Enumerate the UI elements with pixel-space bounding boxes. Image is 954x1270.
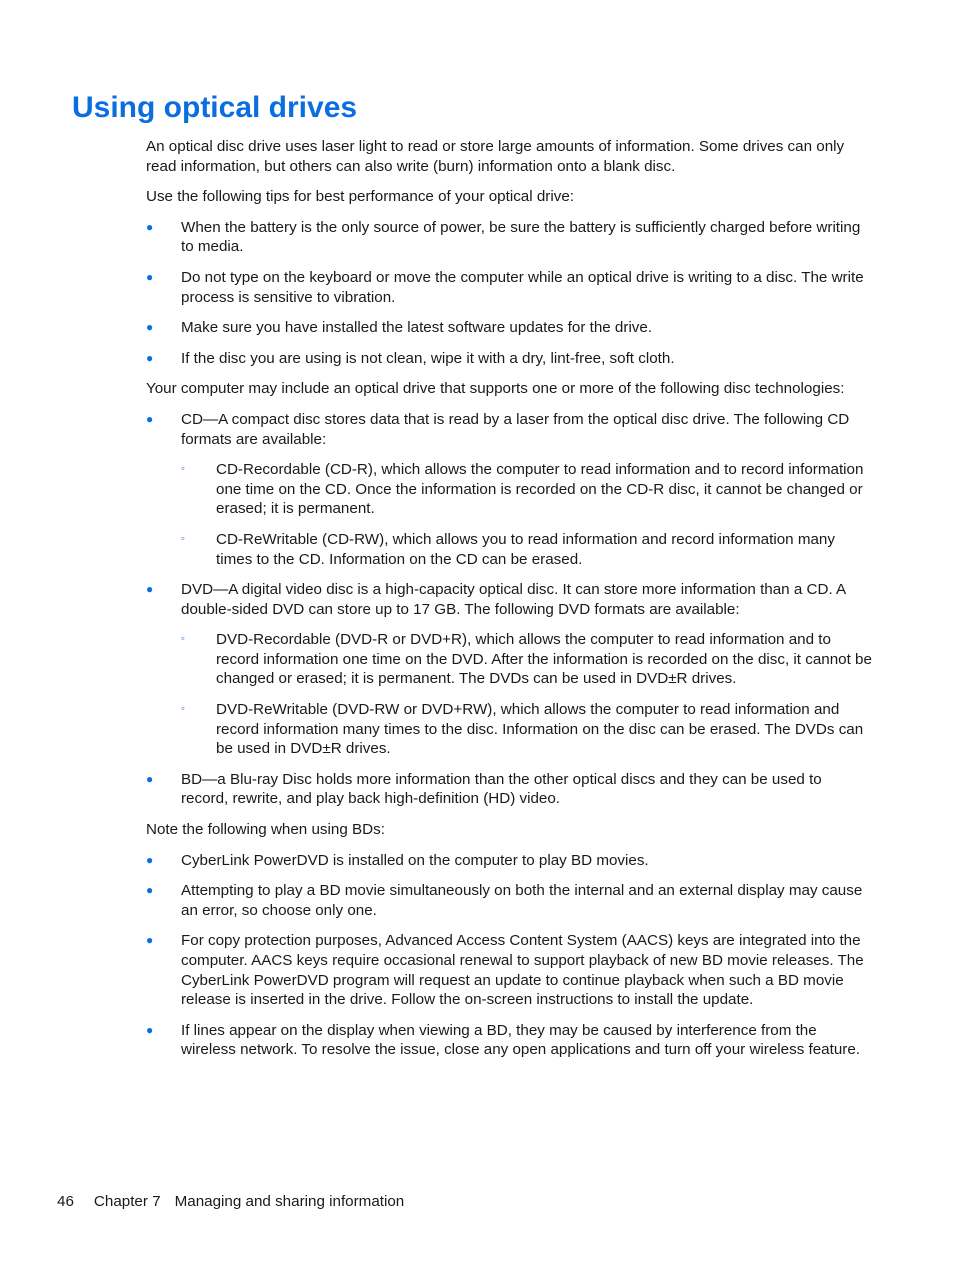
bullet-icon: ● xyxy=(146,320,154,335)
bullet-icon: ● xyxy=(146,350,154,365)
list-item-dvd xyxy=(146,580,872,759)
list-item xyxy=(146,851,872,871)
sub-list-item-text: CD-Recordable (CD-R), which allows the computer to read information and to record information one time on the CD. Once the information is recorded on the CD-R disc, it cannot be changed or erased; it is permanent. xyxy=(216,461,864,518)
page-footer xyxy=(57,1192,404,1212)
tips-list xyxy=(146,218,872,369)
sub-list-item xyxy=(181,700,872,759)
technologies-list xyxy=(146,410,872,809)
list-item-text: When the battery is the only source of power, be sure the battery is sufficiently charged before writing to media. xyxy=(181,218,861,256)
sub-bullet-icon: ◦ xyxy=(181,703,185,716)
dvd-formats-list xyxy=(181,630,872,759)
bullet-icon: ● xyxy=(146,582,154,597)
list-item xyxy=(146,218,872,257)
bullet-icon: ● xyxy=(146,852,154,867)
bd-notes-list xyxy=(146,851,872,1060)
sub-list-item-text: CD-ReWritable (CD-RW), which allows you to read information and record information many times to the CD. Information on the CD can be erased. xyxy=(216,530,835,568)
list-item-text: DVD—A digital video disc is a high-capacity optical disc. It can store more information than a CD. A double-sided DVD can store up to 17 GB. The following DVD formats are available: xyxy=(181,581,846,618)
sub-list-item-text: DVD-ReWritable (DVD-RW or DVD+RW), which allows the computer to read information and record information many times to the disc. Information on the disc can be erased. The DVDs can be used in DVD±R drives. xyxy=(216,701,864,758)
tips-intro-paragraph: Use the following tips for best performance of your optical drive: xyxy=(146,188,574,206)
sub-bullet-icon: ◦ xyxy=(181,532,185,545)
bullet-icon: ● xyxy=(146,219,154,234)
list-item-text: CD—A compact disc stores data that is read by a laser from the optical disc drive. The following CD formats are available: xyxy=(181,410,850,448)
bullet-icon: ● xyxy=(146,411,154,426)
sub-list-item xyxy=(181,460,872,519)
list-item xyxy=(146,881,872,920)
sub-list-item-text: DVD-Recordable (DVD-R or DVD+R), which allows the computer to read information and to record information one time on the DVD. After the information is recorded on the disc, it cannot be changed or erased; it is permanent. The DVDs can be used in DVD±R drives. xyxy=(216,631,872,688)
bd-notes-intro-paragraph: Note the following when using BDs: xyxy=(146,821,385,839)
list-item-text: Do not type on the keyboard or move the computer while an optical drive is writing to a disc. The write process is sensitive to vibration. xyxy=(181,268,864,306)
list-item-bd xyxy=(146,770,872,809)
chapter-label: Chapter 7 xyxy=(93,1193,161,1210)
sub-bullet-icon: ◦ xyxy=(181,463,185,476)
list-item xyxy=(146,349,872,369)
bullet-icon: ● xyxy=(146,1022,154,1037)
list-item-cd xyxy=(146,410,872,569)
technologies-intro-paragraph: Your computer may include an optical drive that supports one or more of the following disc technologies: xyxy=(146,380,845,398)
bullet-icon: ● xyxy=(146,771,154,786)
list-item xyxy=(146,1021,872,1060)
bullet-icon: ● xyxy=(146,933,154,948)
intro-paragraph: An optical disc drive uses laser light to read or store large amounts of information. Some drives can only read information, but others can also write (burn) information onto a blank disc. xyxy=(146,138,845,175)
page-number: 46 xyxy=(57,1193,74,1210)
list-item-text: If lines appear on the display when viewing a BD, they may be caused by interference from the wireless network. To resolve the issue, close any open applications and turn off your wireless feature. xyxy=(181,1021,861,1059)
bullet-icon: ● xyxy=(146,269,154,284)
sub-bullet-icon: ◦ xyxy=(181,633,185,646)
list-item-text: If the disc you are using is not clean, wipe it with a dry, lint-free, soft cloth. xyxy=(181,349,675,367)
list-item xyxy=(146,268,872,307)
page-body xyxy=(146,137,872,1071)
bullet-icon: ● xyxy=(146,883,154,898)
list-item-text: CyberLink PowerDVD is installed on the computer to play BD movies. xyxy=(181,851,649,869)
cd-formats-list xyxy=(181,460,872,569)
sub-list-item xyxy=(181,530,872,569)
list-item-text: For copy protection purposes, Advanced Access Content System (AACS) keys are integrated into the computer. AACS keys require occasional renewal to support playback of new BD movie releases. The CyberLink PowerDVD program will request an update to continue playback when such a BD movie release is inserted in the drive. Follow the on-screen instructions to install the update. xyxy=(181,932,864,1009)
page-title: Using optical drives xyxy=(72,91,358,124)
list-item-text: Attempting to play a BD movie simultaneously on both the internal and an external display may cause an error, so choose only one. xyxy=(181,882,863,919)
list-item xyxy=(146,318,872,338)
list-item-text: BD—a Blu-ray Disc holds more information than the other optical discs and they can be used to record, rewrite, and play back high-definition (HD) video. xyxy=(181,770,822,808)
sub-list-item xyxy=(181,630,872,689)
list-item xyxy=(146,931,872,1009)
chapter-title: Managing and sharing information xyxy=(174,1193,405,1210)
list-item-text: Make sure you have installed the latest software updates for the drive. xyxy=(181,319,653,337)
